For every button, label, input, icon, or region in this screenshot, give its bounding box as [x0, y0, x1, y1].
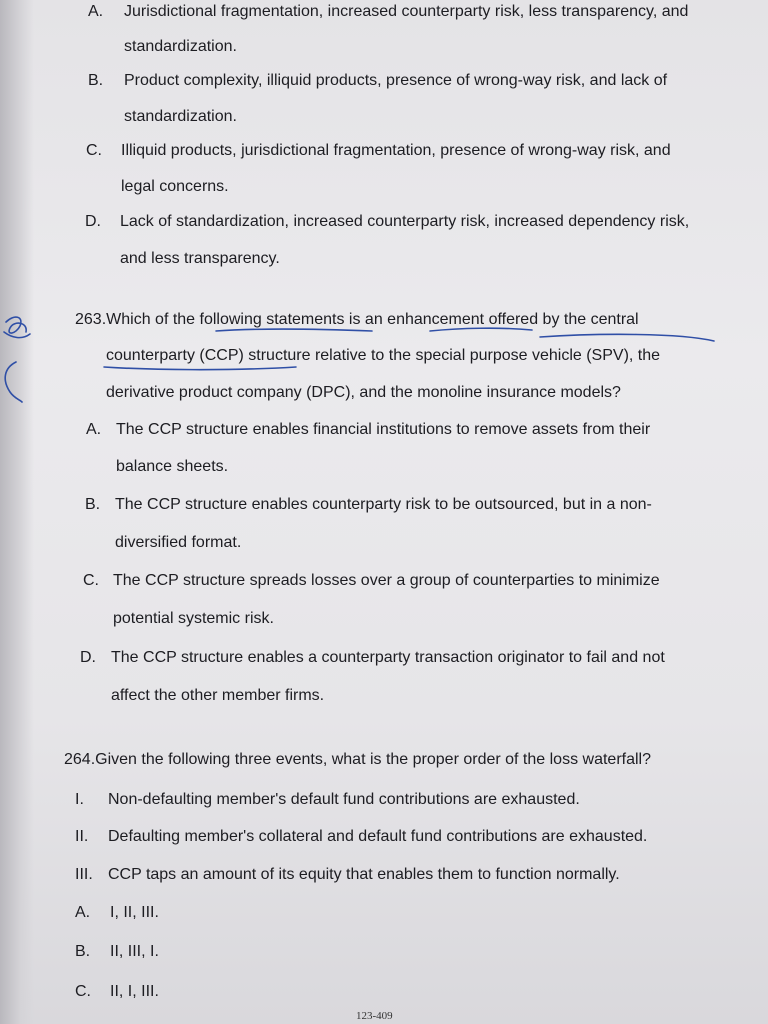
q264-event-2 — [75, 827, 647, 847]
event-text: CCP taps an amount of its equity that enables them to function normally. — [108, 866, 620, 883]
event-label: III. — [75, 866, 93, 883]
option-label: B. — [88, 72, 104, 89]
option-label: B. — [75, 943, 91, 960]
option-label: C. — [86, 142, 102, 159]
event-text: Non-defaulting member's default fund contributions are exhausted. — [108, 791, 580, 808]
q262-option-a — [88, 2, 688, 22]
q262-option-c — [86, 141, 671, 161]
book-spine-shadow — [0, 0, 34, 1024]
q263-option-c-continued: potential systemic risk. — [113, 610, 274, 627]
q264-event-3 — [75, 865, 620, 885]
question-stem-line: Given the following three events, what is the proper order of the loss waterfall? — [95, 751, 651, 768]
option-label: A. — [88, 3, 104, 20]
question-number: 263. — [75, 311, 107, 328]
question-stem-line: Which of the following statements is an enhancement offered by the central — [106, 311, 639, 328]
q262-option-a-continued: standardization. — [124, 38, 237, 55]
event-text: Defaulting member's collateral and default fund contributions are exhausted. — [108, 828, 648, 845]
option-text: I, II, III. — [110, 904, 159, 921]
q262-option-b-continued: standardization. — [124, 108, 237, 125]
q263-option-d — [80, 648, 665, 668]
option-label: D. — [80, 649, 96, 666]
option-label: B. — [85, 496, 101, 513]
pen-underline-central — [540, 334, 714, 341]
option-label: A. — [75, 904, 91, 921]
q263-stem — [75, 310, 639, 330]
q262-option-c-continued: legal concerns. — [121, 178, 229, 195]
pen-underline-counterparty — [104, 367, 296, 370]
question-number: 264. — [64, 751, 96, 768]
q264-option-c — [75, 982, 159, 1002]
q263-option-a — [86, 420, 650, 440]
q264-stem — [64, 750, 651, 770]
q263-option-c — [83, 571, 660, 591]
option-label: C. — [75, 983, 91, 1000]
q262-option-b — [88, 71, 667, 91]
q262-option-d — [85, 212, 689, 232]
option-text: The CCP structure enables financial institutions to remove assets from their — [116, 421, 651, 438]
option-text: II, III, I. — [110, 943, 159, 960]
option-text: Jurisdictional fragmentation, increased counterparty risk, less transparency, and — [124, 3, 689, 20]
option-label: D. — [85, 213, 101, 230]
q263-option-b-continued: diversified format. — [115, 534, 242, 551]
q262-option-d-continued: and less transparency. — [120, 250, 280, 267]
option-text: Lack of standardization, increased counterparty risk, increased dependency risk, — [120, 213, 690, 230]
q263-stem-line-3: derivative product company (DPC), and the monoline insurance models? — [106, 384, 621, 401]
q264-event-1 — [75, 790, 580, 810]
event-label: I. — [75, 791, 84, 808]
option-text: The CCP structure spreads losses over a group of counterparties to minimize — [113, 572, 660, 589]
option-text: II, I, III. — [110, 983, 159, 1000]
event-label: II. — [75, 828, 89, 845]
option-text: Product complexity, illiquid products, presence of wrong-way risk, and lack of — [124, 72, 668, 89]
q264-option-a — [75, 903, 159, 923]
page-number: 123-409 — [356, 1010, 393, 1022]
option-text: The CCP structure enables a counterparty transaction originator to fail and not — [111, 649, 665, 666]
option-text: The CCP structure enables counterparty risk to be outsourced, but in a non- — [115, 496, 652, 513]
q263-option-b — [85, 495, 652, 515]
q264-option-b — [75, 942, 159, 962]
q263-stem-line-2: counterparty (CCP) structure relative to the special purpose vehicle (SPV), the — [106, 347, 661, 364]
q263-option-a-continued: balance sheets. — [116, 458, 229, 475]
option-label: C. — [83, 572, 99, 589]
option-text: Illiquid products, jurisdictional fragmentation, presence of wrong-way risk, and — [121, 142, 671, 159]
q263-option-d-continued: affect the other member firms. — [111, 687, 325, 704]
option-label: A. — [86, 421, 102, 438]
